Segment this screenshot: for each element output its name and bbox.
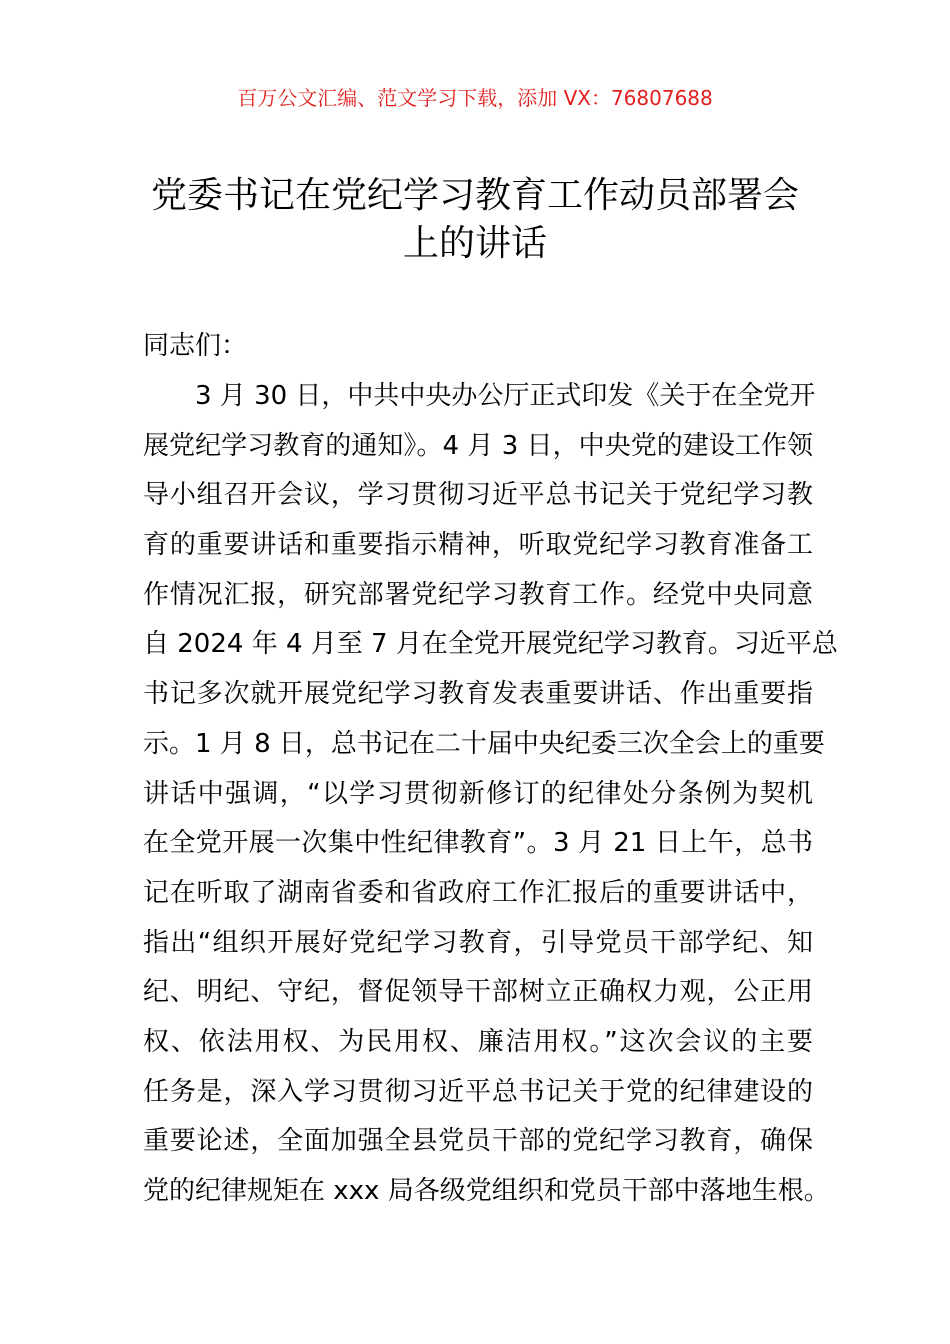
body-line: 指出“组织开展好党纪学习教育，引导党员干部学纪、知 xyxy=(143,927,813,958)
document-title xyxy=(140,172,810,268)
header-note: 百万公文汇编、范文学习下载，添加 VX：76807688 xyxy=(237,86,713,110)
body-line: 自 2024 年 4 月至 7 月在全党开展党纪学习教育。习近平总 xyxy=(143,629,838,660)
body-line: 在全党开展一次集中性纪律教育”。3 月 21 日上午，总书 xyxy=(143,828,813,859)
body-line: 纪、明纪、守纪，督促领导干部树立正确权力观，公正用 xyxy=(143,977,813,1008)
body-line: 育的重要讲话和重要指示精神，听取党纪学习教育准备工 xyxy=(143,530,813,561)
title-line-1: 党委书记在党纪学习教育工作动员部署会 xyxy=(150,175,799,216)
body-line: 示。1 月 8 日，总书记在二十届中央纪委三次全会上的重要 xyxy=(143,728,825,759)
body-line: 党的纪律规矩在 xxx 局各级党组织和党员干部中落地生根。 xyxy=(143,1176,830,1206)
body-text xyxy=(143,374,838,1219)
body-line: 重要论述，全面加强全县党员干部的党纪学习教育，确保 xyxy=(143,1126,813,1157)
body-line: 权、依法用权、为民用权、廉洁用权。”这次会议的主要 xyxy=(143,1026,813,1057)
body-line: 3 月 30 日，中共中央办公厅正式印发《关于在全党开 xyxy=(195,381,816,411)
salutation: 同志们： xyxy=(143,331,248,361)
body-line: 作情况汇报，研究部署党纪学习教育工作。经党中央同意 xyxy=(143,579,813,610)
body-line: 记在听取了湖南省委和省政府工作汇报后的重要讲话中， xyxy=(143,877,813,908)
title-line-2: 上的讲话 xyxy=(402,223,547,264)
body-line: 导小组召开会议，学习贯彻习近平总书记关于党纪学习教 xyxy=(143,480,813,511)
body-line: 讲话中强调，“以学习贯彻新修订的纪律处分条例为契机 xyxy=(143,778,813,809)
body-line: 任务是，深入学习贯彻习近平总书记关于党的纪律建设的 xyxy=(143,1076,813,1107)
body-line: 展党纪学习教育的通知》。4 月 3 日，中央党的建设工作领 xyxy=(143,430,813,461)
body-line: 书记多次就开展党纪学习教育发表重要讲话、作出重要指 xyxy=(143,679,813,710)
